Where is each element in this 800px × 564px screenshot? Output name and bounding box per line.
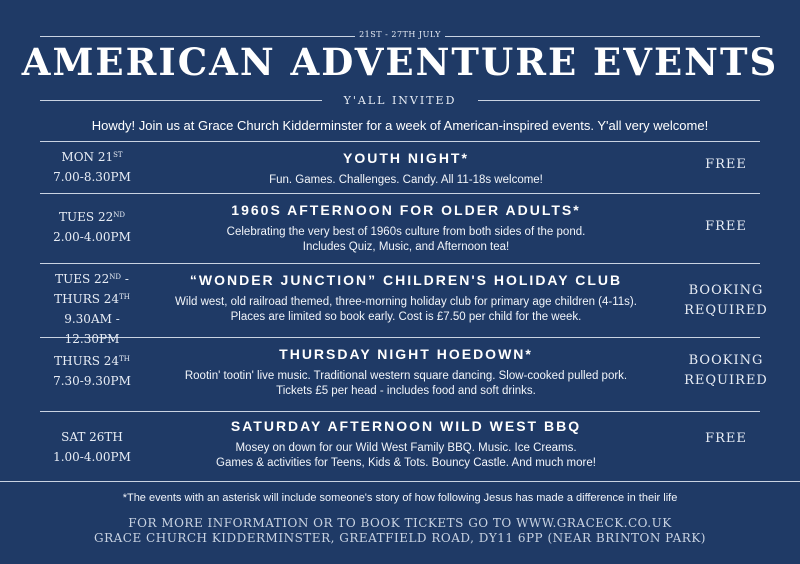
- event-description: Rootin' tootin' live music. Traditional western square dancing. Slow-cooked pulled pork. Tickets £5 per head - includes food and soft drinks.: [184, 370, 628, 397]
- contact-info: [0, 516, 800, 546]
- event-price: FREE: [705, 157, 747, 172]
- event-date: TUES 22ND - THURS 24TH 9.30AM - 12.30PM: [40, 269, 144, 349]
- event-time: 9.30AM - 12.30PM: [64, 312, 120, 346]
- event-title: 1960S AFTERNOON FOR OLDER ADULTS*: [231, 202, 581, 218]
- event-title: “WONDER JUNCTION” CHILDREN'S HOLIDAY CLUB: [189, 272, 623, 288]
- event-row-youth-night: [40, 141, 760, 193]
- booking-info: FOR MORE INFORMATION OR TO BOOK TICKETS GO TO WWW.GRACECK.CO.UK: [128, 516, 672, 530]
- event-row-wonder-junction: [40, 263, 768, 346]
- event-date: TUES 22ND 2.00-4.00PM: [40, 207, 144, 247]
- event-description: Celebrating the very best of 1960s culture from both sides of the pond. Includes Quiz, Music, and Afternoon tea!: [226, 226, 586, 253]
- event-description: Wild west, old railroad themed, three-morning holiday club for primary age children (4-11s). Places are limited so book early. Cost is £7.50 per child for the week.: [175, 296, 637, 323]
- event-dates: 21ST - 27TH JULY: [359, 30, 441, 39]
- event-price: BOOKING REQUIRED: [684, 353, 768, 388]
- event-row-bbq: [40, 411, 760, 481]
- event-date: THURS 24TH 7.30-9.30PM: [40, 351, 144, 391]
- event-date: SAT 26TH 1.00-4.00PM: [40, 427, 144, 467]
- event-date: MON 21ST 7.00-8.30PM: [40, 147, 144, 187]
- event-time: 7.00-8.30PM: [53, 170, 131, 184]
- event-description: Fun. Games. Challenges. Candy. All 11-18s welcome!: [269, 174, 543, 186]
- intro-text: Howdy! Join us at Grace Church Kidderminster for a week of American-inspired events. Y'all very welcome!: [91, 118, 709, 133]
- event-price: FREE: [705, 431, 747, 446]
- subtitle: Y'ALL INVITED: [343, 94, 457, 107]
- event-description: Mosey on down for our Wild West Family BBQ. Music. Ice Creams. Games & activities for Teens, Kids & Tots. Bouncy Castle. And much more!: [216, 442, 596, 469]
- address: GRACE CHURCH KIDDERMINSTER, GREATFIELD ROAD, DY11 6PP (NEAR BRINTON PARK): [94, 531, 706, 545]
- event-row-hoedown: [40, 337, 768, 411]
- event-time: 7.30-9.30PM: [53, 374, 131, 388]
- event-title: YOUTH NIGHT*: [343, 150, 469, 166]
- event-title: SATURDAY AFTERNOON WILD WEST BBQ: [230, 418, 582, 434]
- event-time: 1.00-4.00PM: [53, 450, 131, 464]
- page-title: AMERICAN ADVENTURE EVENTS: [21, 40, 779, 84]
- row-divider: [0, 481, 800, 482]
- event-price: FREE: [705, 219, 747, 234]
- event-title: THURSDAY NIGHT HOEDOWN*: [279, 346, 533, 362]
- event-price: BOOKING REQUIRED: [684, 283, 768, 318]
- asterisk-footnote: *The events with an asterisk will include someone's story of how following Jesus has made a difference in their life: [122, 492, 678, 504]
- event-row-1960s-afternoon: [40, 193, 760, 263]
- event-time: 2.00-4.00PM: [53, 230, 131, 244]
